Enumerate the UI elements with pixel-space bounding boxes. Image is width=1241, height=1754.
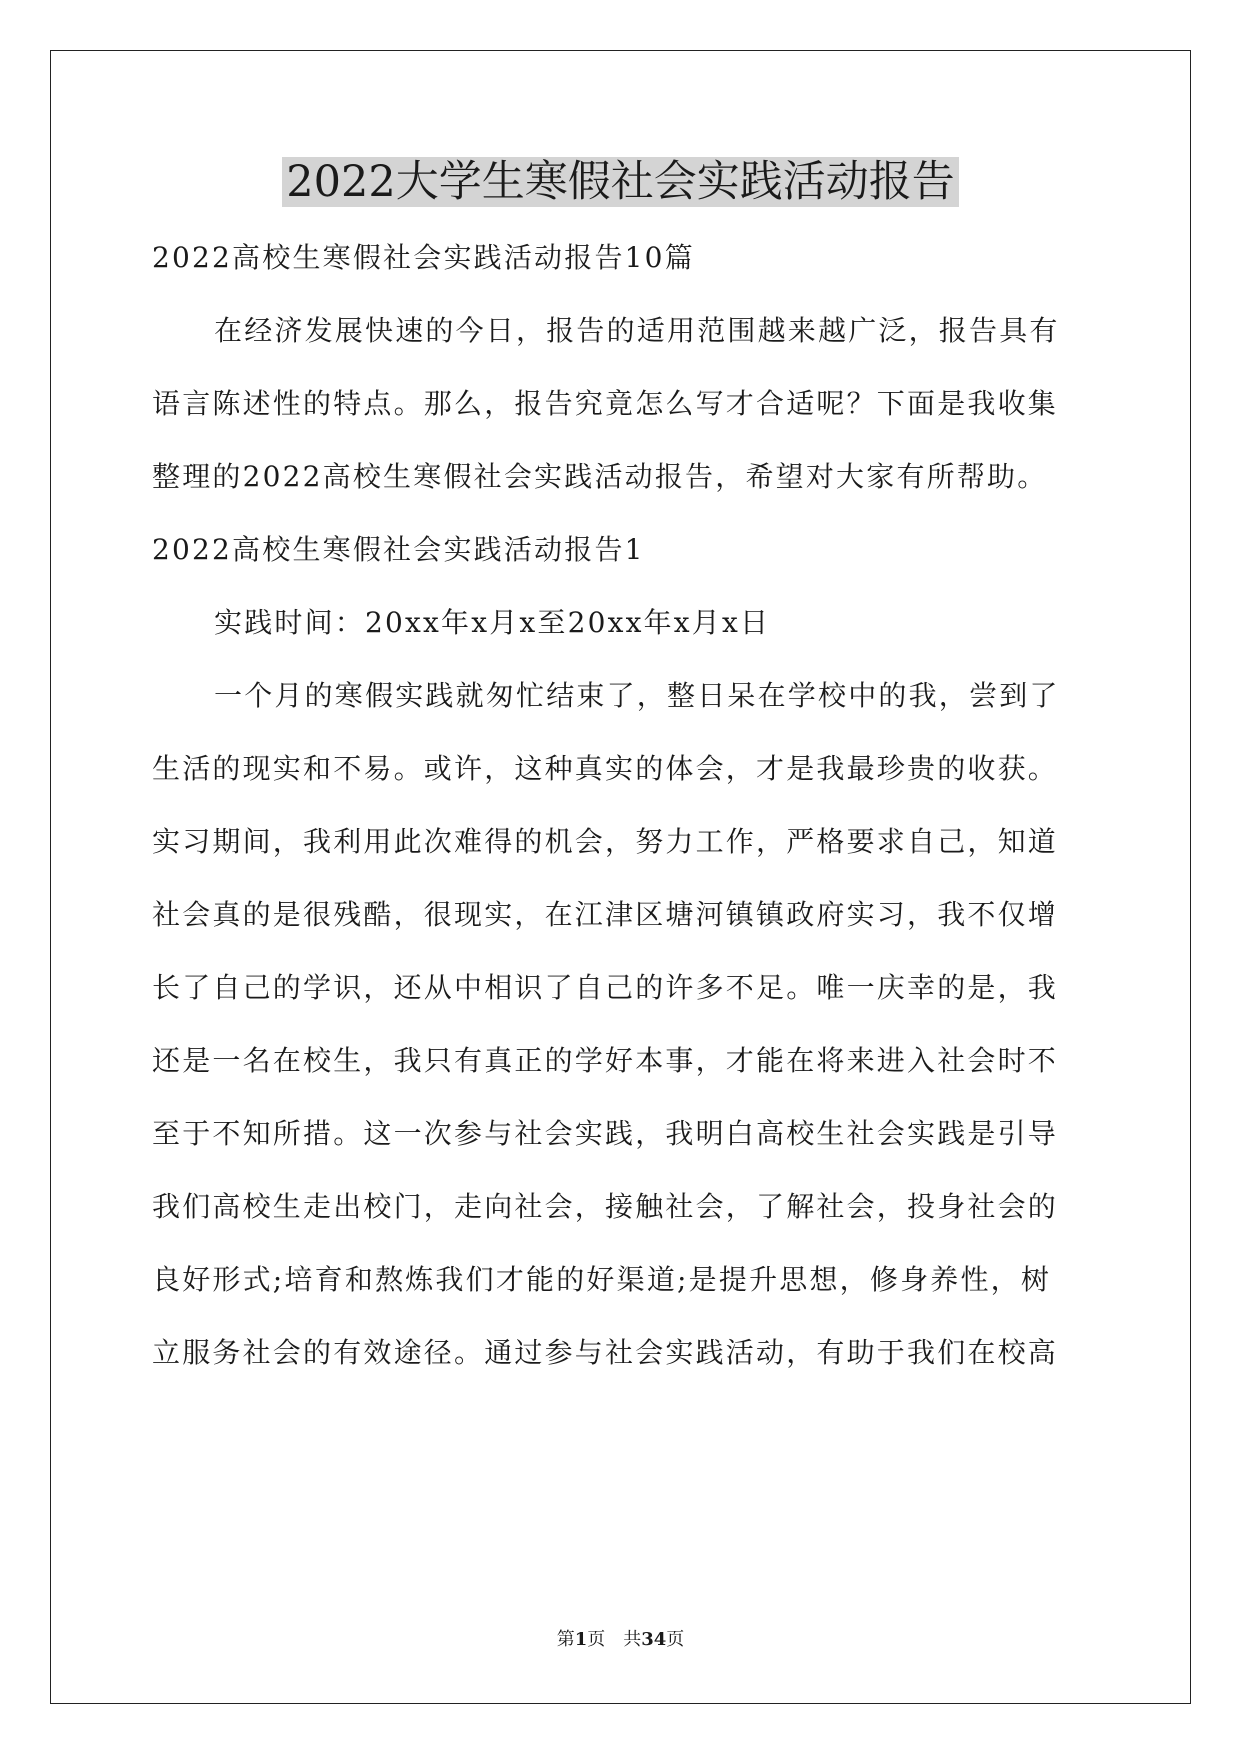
page-footer [0,1628,1241,1652]
document-title [0,152,1241,212]
page-suffix: 页 [587,1629,606,1650]
body-line: 长了自己的学识，还从中相识了自己的许多不足。唯一庆幸的是，我 [152,971,1059,1004]
body-line: 至于不知所措。这一次参与社会实践，我明白高校生社会实践是引导 [152,1117,1059,1150]
page-border [50,50,1191,1704]
body-line: 社会真的是很残酷，很现实，在江津区塘河镇镇政府实习，我不仅增 [152,898,1059,931]
body-line: 一个月的寒假实践就匆忙结束了，整日呆在学校中的我，尝到了 [214,679,1060,712]
total-suffix: 页 [666,1629,685,1650]
section-heading: 2022高校生寒假社会实践活动报告1 [152,533,645,566]
page-number: 1 [574,1629,588,1650]
body-line: 实习期间，我利用此次难得的机会，努力工作，严格要求自己，知道 [152,825,1059,858]
body-line: 立服务社会的有效途径。通过参与社会实践活动，有助于我们在校高 [152,1336,1059,1369]
total-pages: 34 [641,1629,667,1650]
subtitle: 2022高校生寒假社会实践活动报告10篇 [152,241,695,274]
body-line: 还是一名在校生，我只有真正的学好本事，才能在将来进入社会时不 [152,1044,1059,1077]
page-prefix: 第 [556,1629,575,1650]
intro-line: 整理的2022高校生寒假社会实践活动报告，希望对大家有所帮助。 [152,460,1048,493]
intro-line: 在经济发展快速的今日，报告的适用范围越来越广泛，报告具有 [214,314,1060,347]
intro-line: 语言陈述性的特点。那么，报告究竟怎么写才合适呢？下面是我收集 [152,387,1059,420]
body-line: 我们高校生走出校门，走向社会，接触社会，了解社会，投身社会的 [152,1190,1059,1223]
body-line: 生活的现实和不易。或许，这种真实的体会，才是我最珍贵的收获。 [152,752,1059,785]
body-line: 良好形式;培育和熬炼我们才能的好渠道;是提升思想，修身养性，树 [152,1263,1052,1296]
total-prefix: 共 [623,1629,642,1650]
practice-time: 实践时间：20xx年x月x至20xx年x月x日 [214,606,771,639]
document-title-text: 2022大学生寒假社会实践活动报告 [282,157,958,207]
